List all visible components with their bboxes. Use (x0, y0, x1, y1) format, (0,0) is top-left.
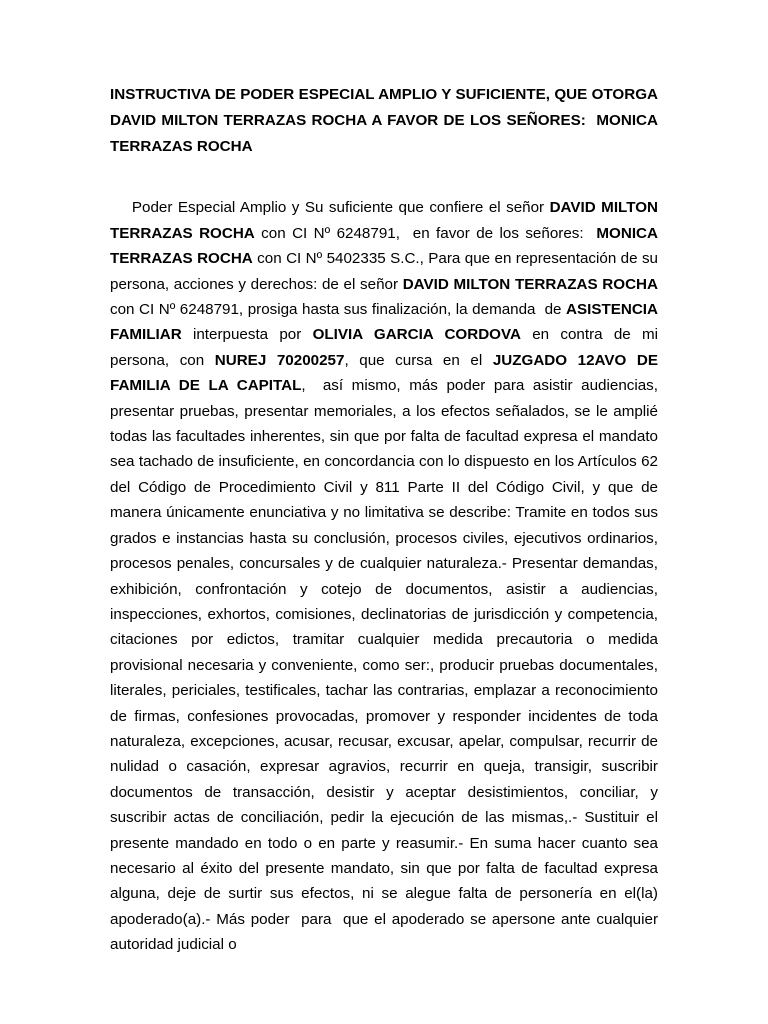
body-segment: con CI Nº 5402335 S.C., Para que en representación de su persona, acciones y derechos: de el señor (110, 250, 663, 293)
body-segment: con CI Nº 6248791, prosiga hasta sus finalización, la demanda de (110, 275, 663, 319)
body-segment: en contra de mi persona, con (110, 326, 663, 369)
body-segment: con CI Nº 6248791, en favor de los señores: (254, 224, 597, 242)
body-segment-bold: NUREJ 70200257 (214, 351, 345, 369)
document-body (110, 170, 663, 983)
body-segment-bold: JUZGADO 12AVO DE FAMILIA DE LA CAPITAL (110, 351, 663, 395)
document-title: INSTRUCTIVA DE PODER ESPECIAL AMPLIO Y SUFICIENTE, QUE OTORGA DAVID MILTON TERRAZAS ROCHA A FAVOR DE LOS SEÑORES: MONICA TERRAZAS ROCHA (110, 86, 663, 155)
body-segment-bold: OLIVIA GARCIA CORDOVA (312, 326, 521, 344)
body-segment-bold: ASISTENCIA FAMILIAR (110, 301, 663, 344)
body-segment-bold: DAVID MILTON TERRAZAS ROCHA (402, 275, 658, 293)
body-segment: Poder Especial Amplio y Su suficiente que confiere el señor (131, 199, 550, 217)
body-segment-bold: DAVID MILTON TERRAZAS ROCHA (110, 199, 663, 242)
document-page (110, 82, 663, 983)
body-segment: , así mismo, más poder para asistir audiencias, presentar pruebas, presentar memoriales, a los efectos señalados, se le amplié todas las facultades inherentes, sin que por falta de facultad expresa el mandato sea tachado de insuficiente, en concordancia con lo dispuesto en los Artículos 62 del Código de Procedimiento Civil y 811 Parte II del Código Civil, y que de manera únicamente enunciativa y no limitativa se describe: Tramite en todos sus grados e instancias hasta su conclusión, procesos civiles, ejecutivos ordinarios, procesos penales, concursales y de cualquier naturaleza.- Presentar demandas, exhibición, confrontación y cotejo de documentos, asistir a audiencias, inspecciones, exhortos, comisiones, declinatorias de jurisdicción y competencia, citaciones por edictos, tramitar cualquier medida precautoria o medida provisional necesaria y conveniente, como ser:, producir pruebas documentales, literales, periciales, testificales, tachar las contrarias, emplazar a reconocimiento de firmas, confesiones provocadas, promover y responder incidentes de toda naturaleza, excepciones, acusar, recusar, excusar, apelar, compulsar, recurrir de nulidad o casación, expresar agravios, recurrir en queja, transigir, suscribir documentos de transacción, desistir y aceptar desistimientos, conciliar, y suscribir actas de conciliación, pedir la ejecución de las mismas,.- Sustituir el presente mandado en todo o en parte y reasumir.- En suma hacer cuanto sea necesario al éxito del presente mandato, sin que por falta de facultad expresa alguna, deje de surtir sus efectos, ni se alegue falta de personería en el(la) apoderado(a).- Más poder para que el apoderado se apersone ante cualquier autoridad judicial o (110, 377, 663, 954)
body-segment-bold: MONICA TERRAZAS ROCHA (110, 224, 663, 268)
body-segment: interpuesta por (181, 326, 313, 344)
body-segment: , que cursa en el (344, 351, 493, 369)
